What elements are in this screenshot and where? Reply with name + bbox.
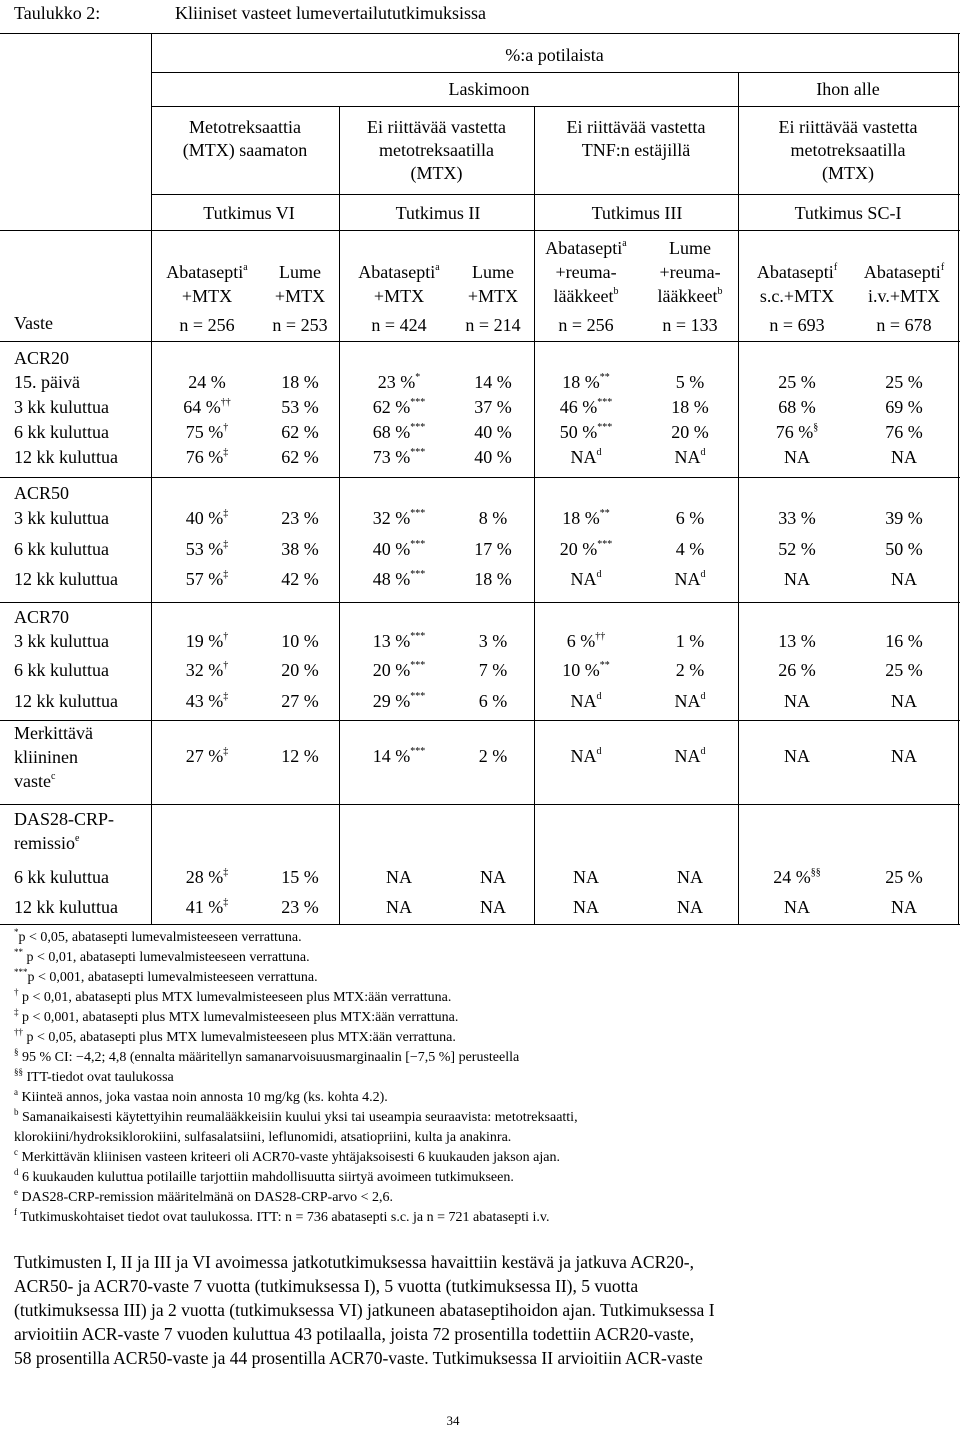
section-title-4: Merkittävä kliininen vaste$^c$ [14,723,93,791]
table-cell: NA [573,867,599,887]
n-count-2: n = 253 [272,315,328,335]
table-cell: 52 % [778,539,816,559]
section-title-1: ACR20 [14,348,70,368]
arm-header-7: Abatasepti$^f$ s.c.+MTX [756,262,838,306]
n-count-4: n = 214 [465,315,521,335]
table-cell: 25 % [885,660,923,680]
vaste-label: Vaste [14,313,53,333]
table-cell: NA [677,867,703,887]
table-cell: 64 %†† [183,397,231,417]
table-cell: 73 %*** [372,447,426,467]
row-label: 12 kk kuluttua [14,569,118,589]
table-cell: 24 % [188,372,226,392]
n-count-3: n = 424 [371,315,427,335]
footnote: † p < 0,01, abatasepti plus MTX lumevalmisteeseen plus MTX:ään verrattuna. [14,987,452,1005]
table-cell: NA [784,897,810,917]
table-cell: 2 % [478,746,508,766]
footnote: *p < 0,05, abatasepti lumevalmisteeseen verrattuna. [14,927,302,945]
table-cell: 14 %*** [372,746,426,766]
table-cell: 4 % [675,539,705,559]
arm-header-1: Abatasepti$^a$ +MTX [166,262,248,306]
table-cell: 32 %*** [372,508,426,528]
table-cell: 40 %‡ [185,508,229,528]
n-count-7: n = 693 [769,315,825,335]
table-cell: 76 %‡ [185,447,229,467]
footnote: $^a$ Kiinteä annos, joka vastaa noin annosta 10 mg/kg (ks. kohta 4.2). [14,1087,388,1105]
group-header-3: Ei riittävää vastetta TNF:n estäjillä [566,117,706,160]
table-caption-number: Taulukko 2: [14,3,101,23]
page-number: 34 [446,1413,460,1428]
footnote: §§ ITT-tiedot ovat taulukossa [14,1067,174,1085]
table-cell: NA [573,897,599,917]
section-title-5: DAS28-CRP- remissio$^e$ [14,809,115,853]
table-cell: NA [891,691,917,711]
table-cell: 10 % [281,631,319,651]
table-cell: 5 % [675,372,705,392]
paragraph-line: Tutkimusten I, II ja III ja VI avoimessa jatkotutkimuksessa havaittiin kestävä ja jatkuva ACR20-, [14,1252,694,1272]
table-cell: 17 % [474,539,512,559]
table-cell: 19 %† [185,631,229,651]
arm-header-4: Lume +MTX [467,262,519,306]
footnote: $^f$ Tutkimuskohtaiset tiedot ovat taulukossa. ITT: n = 736 abatasepti s.c. ja n = 721 abatasepti i.v. [14,1207,550,1225]
row-label: 6 kk kuluttua [14,539,109,559]
table-cell: 50 %*** [559,422,613,442]
section-title-2: ACR50 [14,483,70,503]
row-label: 12 kk kuluttua [14,897,118,917]
table-cell: $NA^d$ [674,691,706,711]
table-cell: 40 % [474,447,512,467]
table-cell: 23 % [281,508,319,528]
study-header-3: Tutkimus III [591,203,683,223]
table-cell: 20 %*** [559,539,613,559]
row-label: 6 kk kuluttua [14,867,109,887]
table-cell: 13 %*** [372,631,426,651]
row-label: 12 kk kuluttua [14,691,118,711]
study-header-2: Tutkimus II [395,203,481,223]
table-cell: 76 % [885,422,923,442]
table-cell: 13 % [778,631,816,651]
table-cell: 6 % [675,508,705,528]
table-cell: 18 %** [562,372,610,392]
table-cell: 12 % [281,746,319,766]
table-cell: NA [891,897,917,917]
table-cell: $NA^d$ [674,447,706,467]
table-cell: 42 % [281,569,319,589]
group-header-1: Metotreksaattia (MTX) saamaton [182,117,308,160]
study-header-1: Tutkimus VI [203,203,295,223]
table-cell: NA [480,867,506,887]
table-cell: 7 % [478,660,508,680]
table-cell: 69 % [885,397,923,417]
row-label: 3 kk kuluttua [14,397,109,417]
paragraph-line: 58 prosentilla ACR50-vaste ja 44 prosentilla ACR70-vaste. Tutkimuksessa II arvioitiin ACR-vaste [14,1348,703,1368]
table-cell: 41 %‡ [185,897,229,917]
table-cell: 48 %*** [372,569,426,589]
header-percent: %:a potilaista [505,45,604,65]
table-cell: 25 % [885,372,923,392]
section-title-3: ACR70 [14,607,70,627]
table-cell: NA [386,867,412,887]
row-label: 15. päivä [14,372,80,392]
table-cell: 18 % [281,372,319,392]
footnote: $^d$ 6 kuukauden kuluttua potilaille tarjottiin mahdollisuutta siirtyä avoimeen tutkimukseen. [14,1167,514,1185]
table-cell: 3 % [478,631,508,651]
table-cell: NA [784,447,810,467]
table-cell: 76 %§ [775,422,819,442]
table-cell: 53 %‡ [185,539,229,559]
table-cell: $NA^d$ [570,447,602,467]
table-cell: 8 % [478,508,508,528]
table-cell: 46 %*** [559,397,613,417]
table-cell: 25 % [778,372,816,392]
footnote: ‡ p < 0,001, abatasepti plus MTX lumevalmisteeseen plus MTX:ään verrattuna. [14,1007,459,1025]
group-header-4: Ei riittävää vastetta metotreksaatilla (MTX) [778,117,918,183]
table-cell: 57 %‡ [185,569,229,589]
arm-header-5: Abatasepti$^a$ +reuma- lääkkeet$^b$ [545,238,627,306]
footnote: $^c$ Merkittävän kliinisen vasteen kriteeri oli ACR70-vaste yhtäjaksoisesti 6 kuukauden jakson ajan. [14,1147,560,1165]
header-laskimoon: Laskimoon [448,79,530,99]
table-cell: NA [480,897,506,917]
table-cell: 25 % [885,867,923,887]
table-cell: 27 %‡ [185,746,229,766]
footnote: klorokiini/hydroksiklorokiini, sulfasalatsiini, leflunomidi, atsatiopriini, kulta ja anakinra. [14,1130,512,1145]
paragraph-line: (tutkimuksessa III) ja 2 vuotta (tutkimuksessa VI) jatkuneen abataseptihoidon ajan. Tutkimuksessa I [14,1300,715,1320]
footnote: †† p < 0,05, abatasepti plus MTX lumevalmisteeseen plus MTX:ään verrattuna. [14,1027,456,1045]
table-cell: NA [891,746,917,766]
footnote: $^e$ DAS28-CRP-remission määritelmänä on DAS28-CRP-arvo < 2,6. [14,1187,393,1205]
n-count-5: n = 256 [558,315,614,335]
table-cell: 1 % [675,631,705,651]
footnote: $^b$ Samanaikaisesti käytettyihin reumalääkkeisiin kuului yksi tai useampia seuraavista: metotreksaatti, [14,1107,578,1125]
table-cell: 18 % [474,569,512,589]
arm-header-8: Abatasepti$^f$ i.v.+MTX [863,262,945,306]
table-cell: 2 % [675,660,705,680]
table-cell: 24 %§§ [773,867,821,887]
table-cell: 75 %† [185,422,229,442]
arm-header-2: Lume +MTX [274,262,326,306]
table-cell: NA [784,691,810,711]
table-cell: 10 %** [562,660,610,680]
table-cell: 20 % [281,660,319,680]
table-cell: NA [677,897,703,917]
row-label: 6 kk kuluttua [14,422,109,442]
table-cell: 62 % [281,422,319,442]
table-cell: NA [891,447,917,467]
table-cell: 62 %*** [372,397,426,417]
table-cell: 26 % [778,660,816,680]
table-cell: 38 % [281,539,319,559]
table-cell: 68 %*** [372,422,426,442]
table-cell: $NA^d$ [674,746,706,766]
table-cell: 43 %‡ [185,691,229,711]
table-cell: 50 % [885,539,923,559]
table-cell: 29 %*** [372,691,426,711]
table-cell: 18 % [671,397,709,417]
table-cell: 20 %*** [372,660,426,680]
table-cell: 28 %‡ [185,867,229,887]
row-label: 3 kk kuluttua [14,631,109,651]
table-cell: $NA^d$ [570,569,602,589]
table-cell: 20 % [671,422,709,442]
table-cell: $NA^d$ [570,746,602,766]
table-cell: 18 %** [562,508,610,528]
table-cell: 16 % [885,631,923,651]
footnote: § 95 % CI: −4,2; 4,8 (ennalta määritellyn samanarvoisuusmarginaalin [−7,5 %] perusteella [14,1047,520,1065]
table-cell: 23 % [281,897,319,917]
footnote: ***p < 0,001, abatasepti lumevalmisteeseen verrattuna. [14,967,318,985]
n-count-6: n = 133 [662,315,718,335]
table-caption-title: Kliiniset vasteet lumevertailututkimuksissa [175,3,486,23]
table-cell: 40 % [474,422,512,442]
table-cell: NA [386,897,412,917]
table-cell: 14 % [474,372,512,392]
footnote: ** p < 0,01, abatasepti lumevalmisteeseen verrattuna. [14,947,310,965]
table-cell: 37 % [474,397,512,417]
table-cell: 6 %†† [566,631,606,651]
table-cell: NA [784,746,810,766]
row-label: 12 kk kuluttua [14,447,118,467]
study-header-4: Tutkimus SC-I [794,203,902,223]
table-cell: 39 % [885,508,923,528]
arm-header-3: Abatasepti$^a$ +MTX [358,262,440,306]
table-cell: 27 % [281,691,319,711]
row-label: 6 kk kuluttua [14,660,109,680]
table-cell: 62 % [281,447,319,467]
table-cell: 33 % [778,508,816,528]
header-ihon-alle: Ihon alle [816,79,880,99]
n-count-8: n = 678 [876,315,932,335]
table-cell: 6 % [478,691,508,711]
table-cell: 23 %* [377,372,421,392]
paragraph-line: ACR50- ja ACR70-vaste 7 vuotta (tutkimuksessa I), 5 vuotta (tutkimuksessa II), 5 vuotta [14,1276,639,1296]
table-cell: $NA^d$ [674,569,706,589]
group-header-2: Ei riittävää vastetta metotreksaatilla (MTX) [367,117,506,183]
table-cell: $NA^d$ [570,691,602,711]
table-cell: 15 % [281,867,319,887]
table-cell: 68 % [778,397,816,417]
table-cell: NA [891,569,917,589]
n-count-1: n = 256 [179,315,235,335]
paragraph-line: arvioitiin ACR-vaste 7 vuoden kuluttua 43 potilaalla, joista 72 prosentilla todettiin ACR20-vaste, [14,1324,694,1344]
table-cell: 40 %*** [372,539,426,559]
row-label: 3 kk kuluttua [14,508,109,528]
table-cell: 32 %† [185,660,229,680]
table-cell: 53 % [281,397,319,417]
table-cell: NA [784,569,810,589]
arm-header-6: Lume +reuma- lääkkeet$^b$ [657,238,723,306]
